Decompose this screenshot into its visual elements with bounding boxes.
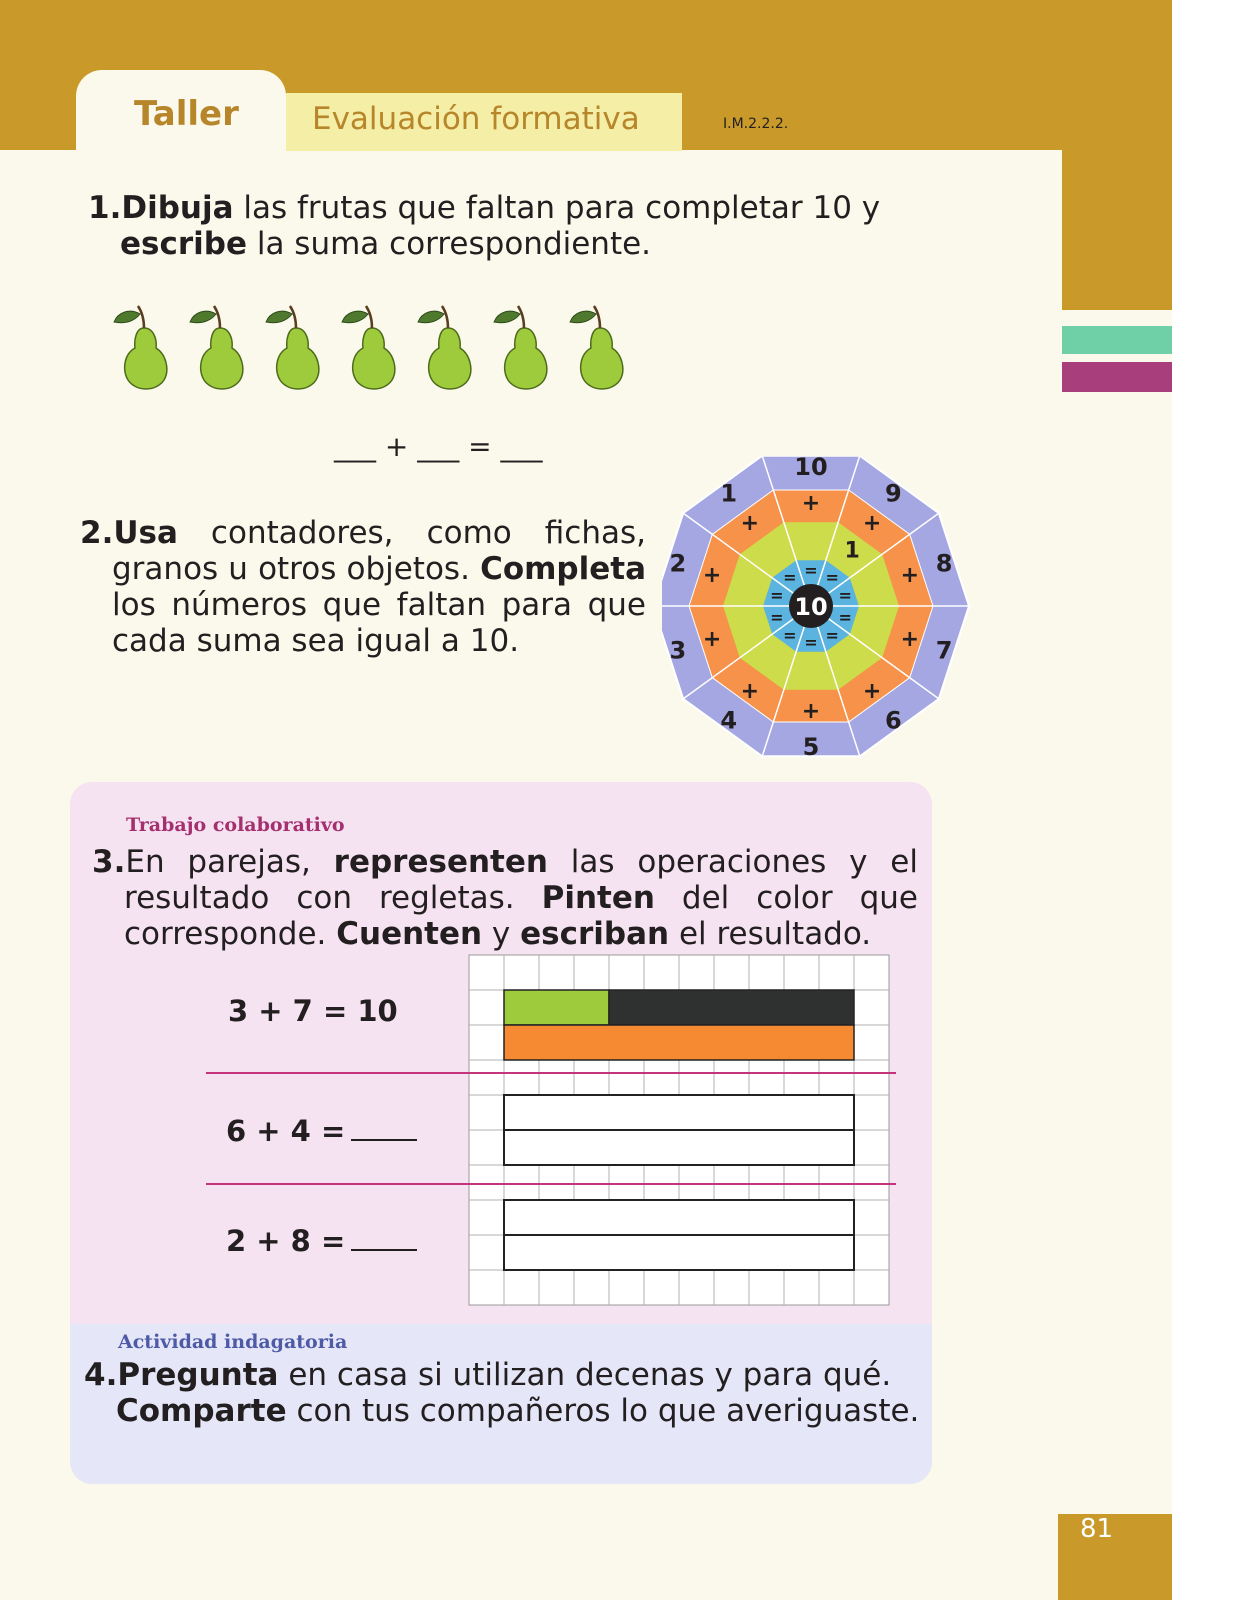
wheel-plus-sign: + [702, 627, 722, 653]
wheel-outer-number: 9 [884, 479, 902, 508]
regleta-empty-slot[interactable] [504, 1235, 854, 1270]
equation-3-answer-blank[interactable] [351, 1249, 417, 1251]
exercise-3-text1: En parejas, [125, 844, 334, 880]
row-divider-1 [206, 1072, 896, 1074]
wheel-equals-sign: = [838, 585, 852, 605]
exercise-3-verb1: representen [333, 844, 548, 880]
wheel-equals-sign: = [770, 608, 784, 628]
wheel-plus-sign: + [862, 510, 882, 536]
wheel-plus-sign: + [801, 491, 821, 516]
exercise-2 [80, 515, 646, 659]
page-edge [1172, 0, 1236, 1600]
wheel-plus-sign: + [900, 562, 920, 588]
inquiry-label: Actividad indagatoria [118, 1331, 348, 1353]
row-divider-2 [206, 1183, 896, 1185]
wheel-plus-sign: + [740, 510, 760, 536]
exercise-1-text1: las frutas que faltan para completar 10 y [233, 190, 881, 226]
exercise-3-text2: las operaciones y el resultado con regletas. [124, 844, 918, 916]
pear-icon [418, 306, 471, 389]
wheel-equals-sign: = [783, 567, 797, 587]
page-number: 81 [1080, 1514, 1114, 1544]
exercise-3-verb2: Pinten [541, 880, 655, 916]
wheel-equals-sign: = [825, 626, 839, 646]
tab-evaluacion-label: Evaluación formativa [312, 101, 640, 137]
exercise-3 [92, 844, 918, 952]
wheel-outer-number: 8 [935, 549, 953, 578]
right-color-band [1062, 150, 1172, 310]
exercise-4-text1: en casa si utilizan decenas y para qué. [278, 1357, 892, 1393]
exercise-4-text2: con tus compañeros lo que averiguaste. [286, 1393, 920, 1429]
regleta-bar [609, 990, 854, 1025]
exercise-4 [84, 1357, 934, 1429]
collaborative-label: Trabajo colaborativo [126, 814, 345, 836]
exercise-3-verb4: escriban [520, 916, 670, 952]
exercise-1-verb2: escribe [120, 226, 247, 262]
wheel-equals-sign: = [770, 585, 784, 605]
equation-1-text: 3 + 7 = 10 [228, 994, 398, 1028]
wheel-outer-number: 4 [720, 706, 738, 735]
wheel-outer-number: 7 [935, 636, 953, 665]
page-number-box [1058, 1514, 1172, 1600]
wheel-equals-sign: = [783, 626, 797, 646]
equation-row-1 [228, 994, 398, 1028]
exercise-4-verb2: Comparte [116, 1393, 287, 1429]
wheel-center-number: 10 [794, 593, 828, 621]
equation-row-2 [226, 1114, 417, 1148]
exercise-1-verb1: Dibuja [121, 190, 234, 226]
regletas-grid [468, 954, 898, 1316]
pear-icon [114, 306, 167, 389]
wheel-equals-sign: = [838, 608, 852, 628]
regleta-total-bar [504, 1025, 854, 1060]
pear-icon [494, 306, 547, 389]
wheel-plus-sign: + [862, 679, 882, 705]
green-stripe [1062, 326, 1172, 354]
equation-row-3 [226, 1224, 417, 1258]
wheel-inner-number: 1 [844, 538, 860, 564]
curriculum-code: I.M.2.2.2. [723, 116, 789, 132]
exercise-2-text1: contadores, como fichas, granos u otros objetos. [112, 515, 646, 587]
wheel-equals-sign: = [804, 561, 818, 580]
tab-evaluacion [286, 93, 682, 151]
regleta-bar [504, 990, 609, 1025]
wheel-outer-number: 10 [794, 456, 828, 481]
exercise-2-number: 2. [80, 515, 114, 551]
exercise-3-number: 3. [92, 844, 126, 880]
wheel-plus-sign: + [702, 562, 722, 588]
tab-taller [76, 70, 286, 154]
pear-icon [342, 306, 395, 389]
equation-3-text: 2 + 8 = [226, 1224, 346, 1258]
regleta-empty-slot[interactable] [504, 1130, 854, 1165]
pear-icon [266, 306, 319, 389]
wheel-outer-number: 2 [669, 549, 687, 578]
wheel-outer-number: 1 [720, 479, 738, 508]
purple-stripe [1062, 362, 1172, 392]
exercise-2-text2: los números que faltan para que cada suma sea igual a 10. [112, 587, 646, 659]
exercise-1 [88, 190, 936, 262]
exercise-2-verb2: Completa [480, 551, 646, 587]
wheel-outer-number: 6 [884, 706, 902, 735]
exercise-1-text2: la suma correspondiente. [246, 226, 652, 262]
wheel-equals-sign: = [825, 567, 839, 587]
equation-2-text: 6 + 4 = [226, 1114, 346, 1148]
wheel-plus-sign: + [900, 627, 920, 653]
regleta-empty-slot[interactable] [504, 1200, 854, 1235]
tab-taller-label: Taller [134, 94, 239, 134]
exercise-3-text5: el resultado. [669, 916, 872, 952]
wheel-plus-sign: + [740, 679, 760, 705]
wheel-outer-number: 3 [669, 636, 687, 665]
exercise-3-text3: del color que corresponde. [124, 880, 918, 952]
pear-icon [570, 306, 623, 389]
exercise-4-number: 4. [84, 1357, 118, 1393]
pear-icon [190, 306, 243, 389]
wheel-outer-number: 5 [802, 733, 820, 761]
exercise-2-verb1: Usa [113, 515, 178, 551]
blank-sum-equation[interactable]: ___ + ___ = ___ [334, 430, 543, 463]
exercise-3-verb3: Cuenten [336, 916, 483, 952]
exercise-3-text4: y [482, 916, 521, 952]
regleta-empty-slot[interactable] [504, 1095, 854, 1130]
equation-2-answer-blank[interactable] [351, 1139, 417, 1141]
sum-wheel [662, 456, 992, 776]
exercise-4-verb1: Pregunta [117, 1357, 279, 1393]
wheel-equals-sign: = [804, 633, 818, 652]
pears-row [106, 300, 666, 400]
exercise-1-number: 1. [88, 190, 122, 226]
wheel-plus-sign: + [801, 699, 821, 724]
